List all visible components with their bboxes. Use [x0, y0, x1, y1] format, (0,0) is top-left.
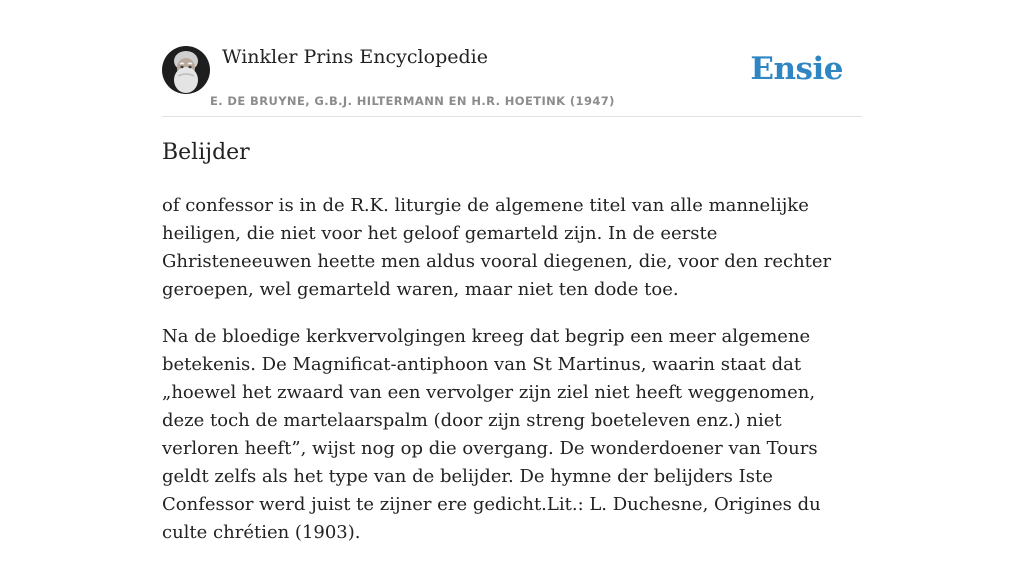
source-header	[162, 46, 862, 117]
source-authors: E. DE BRUYNE, G.B.J. HILTERMANN EN H.R. HOETINK (1947)	[210, 94, 615, 108]
source-title[interactable]: Winkler Prins Encyclopedie	[222, 46, 488, 68]
article-paragraph: Na de bloedige kerkvervolgingen kreeg dat begrip een meer algemene betekenis. De Magnificat-antiphoon van St Martinus, waarin staat dat „hoewel het zwaard van een vervolger zijn ziel niet heeft weggenomen, deze toch de martelaarspalm (door zijn streng boeteleven enz.) niet verloren heeft”, wijst nog op die overgang. De wonderdoener van Tours geldt zelfs als het type van de belijder. De hymne der belijders Iste Confessor werd juist te zijner ere gedicht.Lit.: L. Duchesne, Origines du culte chrétien (1903).	[162, 326, 821, 543]
ensie-logo[interactable]: Ensie	[750, 51, 843, 87]
article-paragraph: of confessor is in de R.K. liturgie de algemene titel van alle mannelijke heiligen, die niet voor het geloof gemarteld zijn. In de eerste Ghristeneeuwen heette men aldus vooral diegenen, die, voor den rechter geroepen, wel gemarteld waren, maar niet ten dode toe.	[162, 195, 832, 300]
bearded-man-portrait-icon	[162, 46, 210, 94]
article-body	[162, 192, 862, 566]
article-title: Belijder	[162, 140, 250, 165]
